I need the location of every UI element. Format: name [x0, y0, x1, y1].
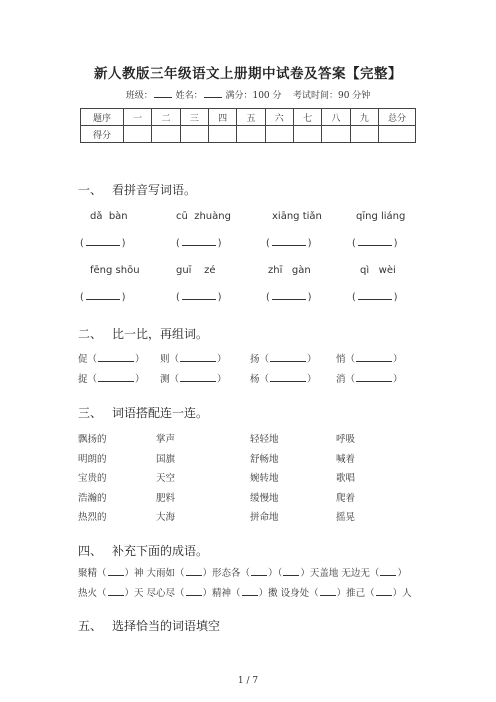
score-cell[interactable] — [180, 126, 208, 143]
compare-item[interactable]: 促（ ） — [78, 354, 145, 365]
match-item[interactable]: 浩瀚的 — [78, 492, 107, 504]
answer-blank[interactable]: ( ) — [352, 238, 398, 249]
score-header-cell: 九 — [350, 109, 378, 126]
pinyin-item: qīng liáng — [356, 211, 406, 222]
match-item[interactable]: 明朗的 — [78, 453, 107, 465]
name-blank[interactable] — [204, 89, 222, 98]
compare-item[interactable]: 杨（ ） — [250, 374, 317, 385]
idiom-row-1[interactable]: 聚精（ ）神 大雨如（ ）形态各（ ）（ ）天盖地 无边无（ ） — [78, 568, 407, 579]
match-item[interactable]: 国旗 — [156, 453, 176, 465]
answer-blank[interactable]: ( ) — [176, 238, 222, 249]
match-column-2 — [156, 430, 175, 528]
compare-item[interactable]: 捉（ ） — [78, 374, 145, 385]
score-header-cell: 七 — [293, 109, 321, 126]
answer-blank[interactable]: ( ) — [266, 238, 312, 249]
score-header-cell: 四 — [208, 109, 236, 126]
match-item[interactable]: 缓慢地 — [250, 492, 279, 504]
pinyin-item: cū zhuàng — [176, 211, 231, 222]
match-item[interactable]: 拼命地 — [250, 512, 279, 524]
section-1-heading: 一、 看拼音写词语。 — [78, 183, 197, 197]
answer-blank[interactable]: ( ) — [176, 292, 222, 303]
match-item[interactable]: 天空 — [156, 473, 176, 485]
answer-blank[interactable]: ( ) — [266, 292, 312, 303]
answer-blank[interactable]: ( ) — [352, 292, 398, 303]
match-item[interactable]: 爬着 — [336, 492, 356, 504]
idiom-row-2[interactable]: 热火（ ）天 尽心尽（ ）精神（ ）擞 设身处（ ）推己（ ）人 — [78, 588, 412, 599]
score-table-header-row — [81, 109, 416, 126]
pinyin-item: zhī gàn — [268, 265, 311, 276]
match-item[interactable]: 舒畅地 — [250, 453, 279, 465]
score-cell[interactable] — [152, 126, 180, 143]
exam-time: 考试时间：90 分钟 — [292, 91, 371, 101]
pinyin-item: guī zé — [176, 265, 216, 276]
score-cell[interactable] — [379, 126, 416, 143]
match-item[interactable]: 轻轻地 — [250, 434, 279, 445]
page-number: 1 / 7 — [237, 676, 259, 686]
score-cell[interactable] — [350, 126, 378, 143]
score-cell[interactable] — [208, 126, 236, 143]
score-row-label: 得分 — [81, 126, 124, 143]
score-header-cell: 六 — [265, 109, 293, 126]
match-item[interactable]: 宝贵的 — [78, 473, 107, 485]
class-blank[interactable] — [154, 89, 172, 98]
section-5-heading: 五、 选择恰当的词语填空 — [78, 619, 221, 633]
match-item[interactable]: 大海 — [156, 512, 176, 524]
score-header-cell: 五 — [237, 109, 265, 126]
exam-info — [0, 88, 496, 101]
match-column-4 — [336, 430, 355, 528]
answer-blank[interactable]: ( ) — [80, 292, 126, 303]
match-item[interactable]: 掌声 — [156, 434, 176, 445]
score-header-cell: 二 — [152, 109, 180, 126]
match-column-3 — [250, 430, 279, 528]
match-item[interactable]: 热烈的 — [78, 512, 107, 524]
score-table — [80, 108, 416, 143]
score-header-cell: 八 — [322, 109, 350, 126]
score-cell[interactable] — [322, 126, 350, 143]
name-label: 姓名： — [175, 91, 203, 101]
pinyin-item: qì wèi — [360, 265, 396, 276]
match-item[interactable]: 飘扬的 — [78, 434, 107, 445]
pinyin-item: fēng shōu — [90, 265, 140, 276]
match-column-1 — [78, 430, 107, 528]
full-score: 满分：100 分 — [225, 91, 282, 101]
match-item[interactable]: 呼吸 — [336, 434, 356, 445]
compare-item[interactable]: 消（ ） — [336, 374, 403, 385]
compare-item[interactable]: 则（ ） — [160, 354, 227, 365]
match-item[interactable]: 婉转地 — [250, 473, 279, 485]
page-title: 新人教版三年级语文上册期中试卷及答案【完整】 — [94, 66, 402, 82]
pinyin-item: xiāng tiǎn — [272, 211, 322, 222]
compare-item[interactable]: 悄（ ） — [336, 354, 403, 365]
answer-blank[interactable]: ( ) — [80, 238, 126, 249]
score-header-cell: 题序 — [81, 109, 124, 126]
score-cell[interactable] — [124, 126, 152, 143]
section-3-heading: 三、 词语搭配连一连。 — [78, 406, 209, 420]
score-cell[interactable] — [265, 126, 293, 143]
match-item[interactable]: 歌唱 — [336, 473, 356, 485]
score-header-cell: 三 — [180, 109, 208, 126]
compare-item[interactable]: 扬（ ） — [250, 354, 317, 365]
match-item[interactable]: 喊着 — [336, 453, 356, 465]
match-item[interactable]: 摇晃 — [336, 512, 356, 524]
score-cell[interactable] — [237, 126, 265, 143]
section-2-heading: 二、 比一比，再组词。 — [78, 327, 209, 341]
match-item[interactable]: 肥料 — [156, 492, 176, 504]
class-label: 班级： — [125, 91, 153, 101]
score-header-cell: 一 — [124, 109, 152, 126]
compare-item[interactable]: 测（ ） — [160, 374, 227, 385]
score-cell[interactable] — [293, 126, 321, 143]
section-4-heading: 四、 补充下面的成语。 — [78, 544, 209, 558]
score-table-score-row — [81, 126, 416, 143]
pinyin-item: dǎ bàn — [90, 211, 128, 222]
score-header-cell: 总分 — [379, 109, 416, 126]
